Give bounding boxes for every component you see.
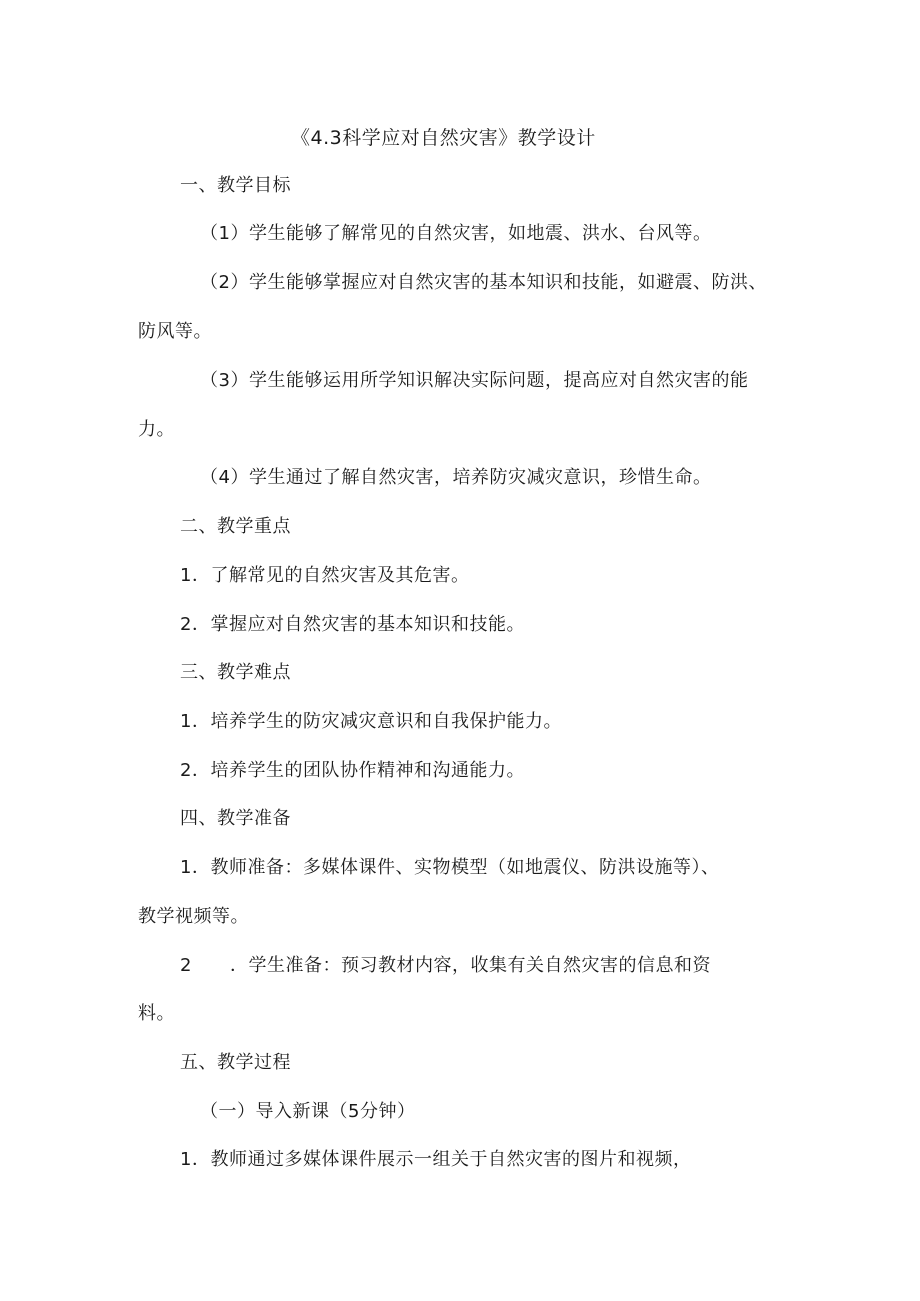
objective-item-1: （1）学生能够了解常见的自然灾害，如地震、洪水、台风等。 [200,223,712,244]
objective-item-2-line-1: （2）学生能够掌握应对自然灾害的基本知识和技能，如避震、防洪、 [200,272,767,293]
key-point-item-1: 1．了解常见的自然灾害及其危害。 [180,565,470,586]
key-point-item-2: 2．掌握应对自然灾害的基本知识和技能。 [180,614,525,635]
section-heading-process: 五、教学过程 [180,1052,291,1073]
difficulty-item-2: 2．培养学生的团队协作精神和沟通能力。 [180,760,525,781]
preparation-item-2-continuation: 料。 [138,1003,175,1024]
section-heading-objectives: 一、教学目标 [180,175,291,196]
process-item-1: 1．教师通过多媒体课件展示一组关于自然灾害的图片和视频， [180,1149,692,1170]
preparation-item-1-line-1: 1．教师准备：多媒体课件、实物模型（如地震仪、防洪设施等）、 [180,857,720,878]
preparation-item-2-line-1: ．学生准备：预习教材内容，收集有关自然灾害的信息和资 [230,955,711,976]
section-heading-preparation: 四、教学准备 [180,808,291,829]
preparation-item-2-number: 2 [180,955,192,976]
objective-item-3-line-1: （3）学生能够运用所学知识解决实际问题，提高应对自然灾害的能 [200,370,749,391]
objective-item-3-line-2: 力。 [138,419,175,440]
objective-item-2-line-2: 防风等。 [138,321,212,342]
objective-item-4: （4）学生通过了解自然灾害，培养防灾减灾意识，珍惜生命。 [200,467,712,488]
process-subheading-1: （一）导入新课（5分钟） [200,1101,416,1122]
difficulty-item-1: 1．培养学生的防灾减灾意识和自我保护能力。 [180,711,562,732]
preparation-item-2-line-2: 教学视频等。 [138,906,249,927]
section-heading-key-points: 二、教学重点 [180,516,291,537]
section-heading-difficulties: 三、教学难点 [180,662,291,683]
document-title: 《4.3科学应对自然灾害》教学设计 [291,127,596,149]
